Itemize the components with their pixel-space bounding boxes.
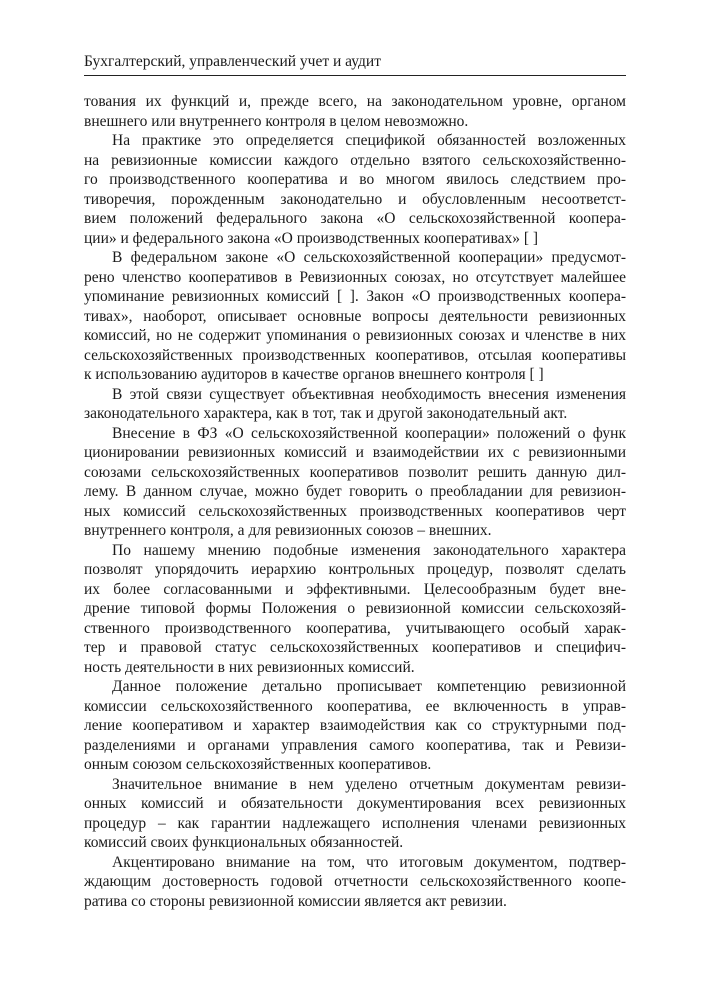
text-line: внешнего или внутреннего контроля в целом невозможно. xyxy=(84,112,469,130)
text-line: го производственного кооператива и во многом явилось следствием про- xyxy=(84,171,626,188)
text-line: ных комиссий сельскохозяйственных производственных кооперативов черт xyxy=(84,502,626,520)
paragraph xyxy=(84,248,626,385)
paragraph xyxy=(84,385,626,424)
text-line: Внесение в ФЗ «О сельскохозяйственной кооперации» положений о функ xyxy=(112,424,626,442)
text-line: онных комиссий и обязательности документирования всех ревизионных xyxy=(84,795,626,812)
text-line: ственного производственного кооператива, учитывающего особый харак- xyxy=(84,619,626,637)
text-line: тивах», наоборот, описывает основные вопросы деятельности ревизионных xyxy=(84,307,626,325)
text-line: позволят упорядочить иерархию контрольных процедур, позволят сделать xyxy=(84,561,626,578)
text-line: ции» и федерального закона «О производственных кооперативах» [ ] xyxy=(84,229,539,247)
text-line: законодательного характера, как в тот, так и другой законодательный акт. xyxy=(84,405,568,422)
text-line: Значительное внимание в нем уделено отчетным документам ревизи- xyxy=(112,775,626,793)
text-line: комиссий, но не содержит упоминания о ревизионных союзах и членстве в них xyxy=(84,327,626,344)
text-line: к использованию аудиторов в качестве органов внешнего контроля [ ] xyxy=(84,366,544,383)
text-line: тер и правовой статус сельскохозяйственных кооперативов и специфич- xyxy=(84,639,626,656)
paragraph xyxy=(84,424,626,541)
running-header: Бухгалтерский, управленческий учет и аудит xyxy=(84,52,626,76)
text-line: разделениями и органами управления самого кооператива, так и Ревизи- xyxy=(84,736,626,754)
paragraph xyxy=(84,677,626,775)
text-line: ратива со стороны ревизионной комиссии является акт ревизии. xyxy=(84,892,507,910)
text-line: Данное положение детально прописывает компетенцию ревизионной xyxy=(112,678,626,695)
text-line: тования их функций и, прежде всего, на законодательном уровне, органом xyxy=(84,93,626,110)
text-line: На практике это определяется спецификой обязанностей возложенных xyxy=(112,132,626,149)
paragraph xyxy=(84,92,626,131)
text-line: ционировании ревизионных комиссий и взаимодействии их с ревизионными xyxy=(84,444,626,461)
text-line: рено членство кооперативов в Ревизионных союзах, но отсутствует малейшее xyxy=(84,268,626,286)
text-line: на ревизионные комиссии каждого отдельно взятого сельскохозяйственно- xyxy=(84,151,626,169)
text-line: ность деятельности в них ревизионных комиссий. xyxy=(84,658,415,676)
text-line: тиворечия, порожденным законодательно и обусловленным несоответст- xyxy=(84,190,626,208)
text-line: В федеральном законе «О сельскохозяйственной кооперации» предусмот- xyxy=(112,249,626,266)
text-line: ждающим достоверность годовой отчетности сельскохозяйственного коопе- xyxy=(84,873,626,890)
text-line: По нашему мнению подобные изменения законодательного характера xyxy=(112,541,626,559)
paragraph xyxy=(84,541,626,678)
text-line: дрение типовой формы Положения о ревизионной комиссии сельскохозяй- xyxy=(84,600,626,617)
text-line: лему. В данном случае, можно будет говорить о преобладании для ревизион- xyxy=(84,483,626,500)
text-line: сельскохозяйственных производственных кооперативов, отсылая кооперативы xyxy=(84,346,626,364)
article-body xyxy=(84,92,626,911)
text-line: процедур – как гарантии надлежащего исполнения членами ревизионных xyxy=(84,814,626,832)
text-line: ление кооперативом и характер взаимодействия как со структурными под- xyxy=(84,717,626,734)
text-line: их более согласованными и эффективными. Целесообразным будет вне- xyxy=(84,580,626,598)
text-line: союзами сельскохозяйственных кооперативов позволит решить данную дил- xyxy=(84,463,626,481)
paragraph xyxy=(84,131,626,248)
paragraph xyxy=(84,853,626,912)
paragraph xyxy=(84,775,626,853)
text-line: упоминание ревизионных комиссий [ ]. Закон «О производственных коопера- xyxy=(84,288,626,305)
text-line: Акцентировано внимание на том, что итоговым документом, подтвер- xyxy=(112,853,626,871)
text-line: В этой связи существует объективная необходимость внесения изменения xyxy=(112,385,626,403)
text-line: комиссии сельскохозяйственного кооператива, ее включенность в управ- xyxy=(84,697,626,715)
text-line: вием положений федерального закона «О сельскохозяйственной коопера- xyxy=(84,210,626,227)
text-line: онным союзом сельскохозяйственных кооперативов. xyxy=(84,756,432,773)
text-line: комиссий своих функциональных обязанностей. xyxy=(84,834,404,851)
text-line: внутреннего контроля, а для ревизионных союзов – внешних. xyxy=(84,522,492,539)
